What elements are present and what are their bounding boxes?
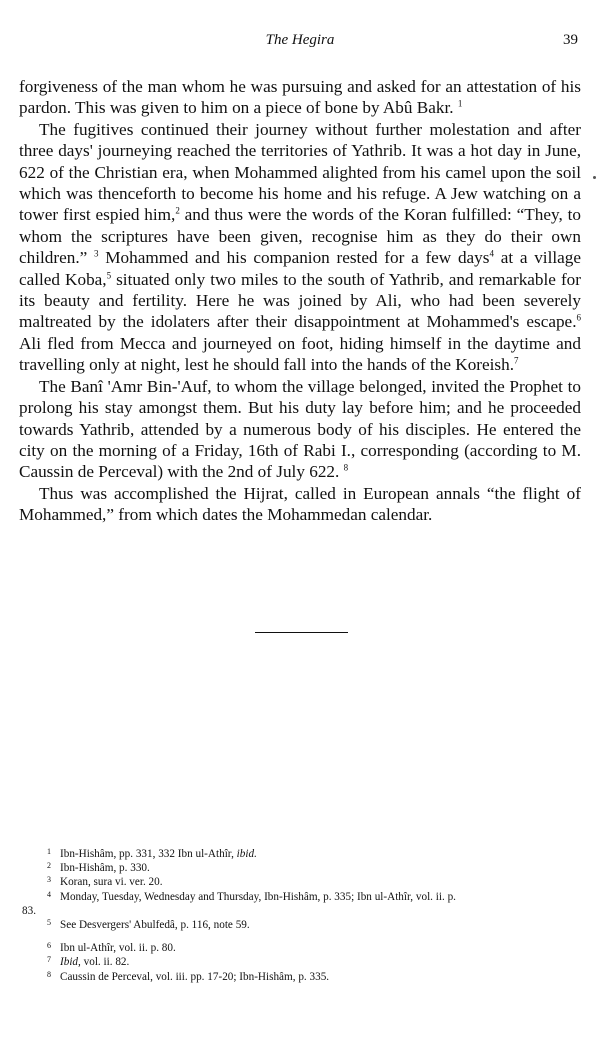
main-text <box>19 76 581 526</box>
text-run: Ali fled from Mecca and journeyed on foot, hiding himself in the daytime and travelling only at night, lest he should fall into the hands of the Koreish. <box>19 333 581 375</box>
text-run: See Desvergers' Abulfedâ, p. 116, note 59. <box>60 919 250 932</box>
footnote <box>22 890 586 904</box>
footnote <box>22 847 586 861</box>
footnote <box>22 955 586 969</box>
footnote-mark: 5 <box>47 918 51 928</box>
text-run: Caussin de Perceval, vol. iii. pp. 17-20; Ibn-Hishâm, p. 335. <box>60 970 330 983</box>
text-run: Thus was accomplished the Hijrat, called in European annals “the flight of Mohammed,” from which dates the Mohammedan calendar. <box>19 483 581 525</box>
footnote-ref: 5 <box>106 269 112 280</box>
footnote-ref: 2 <box>175 205 180 216</box>
footnote-continuation: 83. <box>22 904 36 917</box>
text-run: Ibn-Hishâm, p. 330. <box>60 862 150 875</box>
footnote <box>22 875 586 889</box>
footnote-mark: 2 <box>47 861 51 871</box>
text-run: forgiveness of the man whom he was pursuing and asked for an attestation of his pardon. This was given to him on a piece of bone by Abû Bakr. <box>19 77 581 118</box>
scan-speck <box>593 176 596 179</box>
footnote-ref: 4 <box>489 248 494 259</box>
footnote-ref: 8 <box>343 462 349 473</box>
text-run: situated only two miles to the south of Yathrib, and remarkable for its beauty and fertility. Here he was joined by Ali, who had been severely maltreated by the idolaters after their disappointment at Mohammed's escape. <box>19 269 581 332</box>
text-run: The fugitives continued their journey without further molestation and after three days' journeying reached the territories of Yathrib. It was a hot day in June, 622 of the Christian era, when Mohammed alighted from his camel upon the soil which was thenceforth to become his home and his refuge. A Jew watching on a tower first espied him, <box>19 119 581 225</box>
footnote-mark: 7 <box>47 955 51 965</box>
text-run: Ibn ul-Athîr, vol. ii. p. 80. <box>60 942 176 955</box>
footnote-ref: 3 <box>93 248 99 259</box>
paragraph <box>19 119 581 376</box>
running-title: The Hegira <box>265 32 335 48</box>
paragraph <box>19 76 581 119</box>
text-run: at a village called Koba, <box>19 248 581 289</box>
italic-text: Ibid, <box>60 956 81 969</box>
text-run: Monday, Tuesday, Wednesday and Thursday, Ibn-Hishâm, p. 335; Ibn ul-Athîr, vol. ii. p. <box>60 890 456 903</box>
text-run: vol. ii. 82. <box>80 956 130 969</box>
footnote <box>22 918 586 932</box>
footnote-mark: 4 <box>47 889 51 899</box>
footnote-ref: 1 <box>457 98 463 109</box>
running-header <box>0 32 600 54</box>
text-run: The Banî 'Amr Bin-'Auf, to whom the village belonged, invited the Prophet to prolong his stay amongst them. But his duty lay before him; and he proceeded towards Yathrib, attended by a numerous body of his disciples. He entered the city on the morning of a Friday, 16th of Rabi I., corresponding (according to M. Caussin de Perceval) with the 2nd of July 622. <box>19 376 581 482</box>
paragraph <box>19 483 581 526</box>
footnote-ref: 7 <box>514 355 519 366</box>
italic-text: ibid. <box>236 848 257 860</box>
footnote-divider <box>255 632 348 633</box>
text-run: and thus were the words of the Koran fulfilled: “They, to whom the scriptures have been given, recognise him as they do their own children.” <box>19 205 581 268</box>
footnote <box>22 970 586 984</box>
footnote-gap <box>22 932 586 941</box>
text-run: Koran, sura vi. ver. 20. <box>60 876 163 889</box>
footnote-ref: 6 <box>576 312 581 323</box>
text-run: Ibn-Hishâm, pp. 331, 332 Ibn ul-Athîr, <box>60 848 237 860</box>
paragraph <box>19 376 581 483</box>
footnote-mark: 8 <box>47 969 51 979</box>
page-number: 39 <box>563 32 578 48</box>
footnotes <box>22 847 586 984</box>
text-run: Mohammed and his companion rested for a few days <box>98 248 490 268</box>
footnote-mark: 6 <box>47 941 51 951</box>
footnote <box>22 941 586 955</box>
footnote <box>22 861 586 875</box>
footnote-mark: 1 <box>47 847 51 856</box>
footnote-mark: 3 <box>47 875 51 885</box>
